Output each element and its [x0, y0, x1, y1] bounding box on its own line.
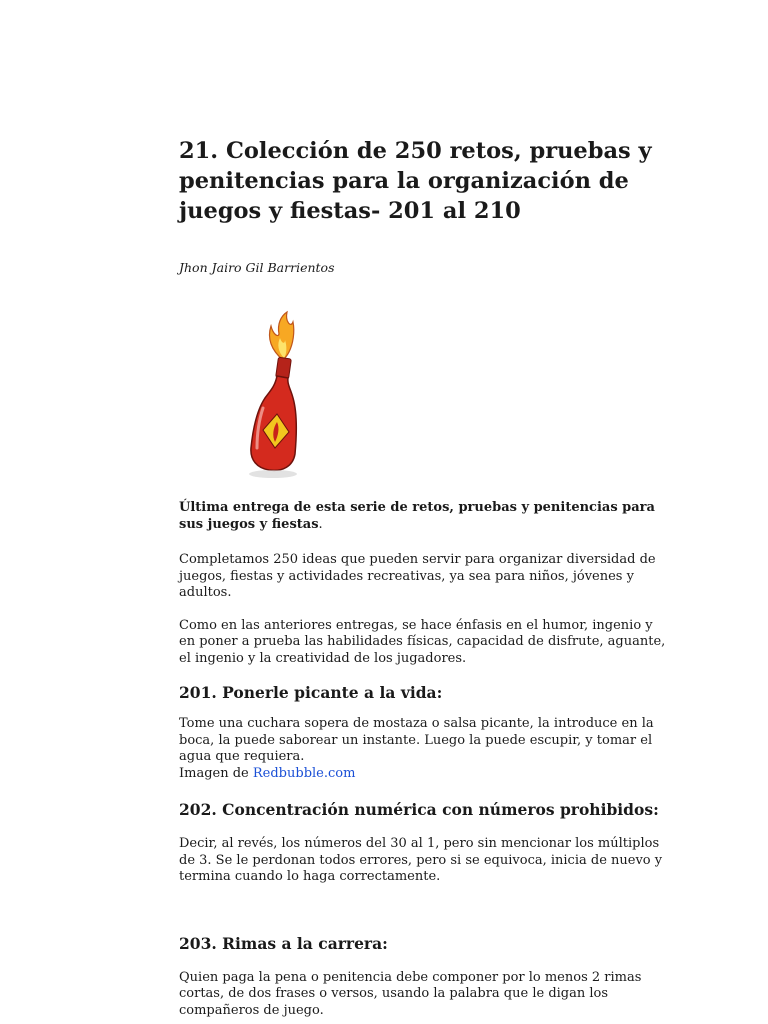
lead-period: . — [318, 516, 323, 532]
intro-paragraph-1: Completamos 250 ideas que pueden servir para organizar diversidad de juegos, fiestas y actividades recreativas, ya sea para niños, jóvenes y adultos. — [179, 552, 656, 600]
lead-paragraph — [179, 500, 669, 533]
item-203-text: Quien paga la pena o penitencia debe componer por lo menos 2 rimas cortas, de dos frases o versos, usando la palabra que le digan los compañeros de juego. — [179, 969, 642, 1018]
item-201-text — [179, 716, 669, 782]
item-202-heading: 202. Concentración numérica con números prohibidos: — [179, 800, 659, 819]
intro-paragraph-2: Como en las anteriores entregas, se hace énfasis en el humor, ingenio y en poner a prueba las habilidades físicas, capacidad de disfrute, aguante, el ingenio y la creatividad de los jugadores. — [179, 617, 666, 666]
hot-sauce-illustration — [179, 308, 371, 486]
lead-bold-text: Última entrega de esta serie de retos, pruebas y penitencias para sus juegos y fiestas — [179, 500, 655, 532]
item-202-text: Decir, al revés, los números del 30 al 1, pero sin mencionar los múltiplos de 3. Se le perdonan todos errores, pero si se equivoca, inicia de nuevo y termina cuando lo haga correctamente. — [179, 836, 663, 884]
article-title: 21. Colección de 250 retos, pruebas y penitencias para la organización de juegos y fiestas- 201 al 210 — [179, 138, 652, 224]
author-name: Jhon Jairo Gil Barrientos — [179, 260, 335, 275]
item-203-heading: 203. Rimas a la carrera: — [179, 933, 388, 953]
hot-sauce-bottle-icon — [179, 308, 371, 486]
item-201-heading: 201. Ponerle picante a la vida: — [179, 683, 443, 702]
item-201-body: Tome una cuchara sopera de mostaza o salsa picante, la introduce en la boca, la puede saborear un instante. Luego la puede escupir, y tomar el agua que requiera. — [179, 716, 654, 764]
article-column — [179, 136, 669, 1019]
image-credit-prefix: Imagen de — [179, 765, 249, 781]
redbubble-link[interactable]: Redbubble.com — [248, 765, 356, 781]
